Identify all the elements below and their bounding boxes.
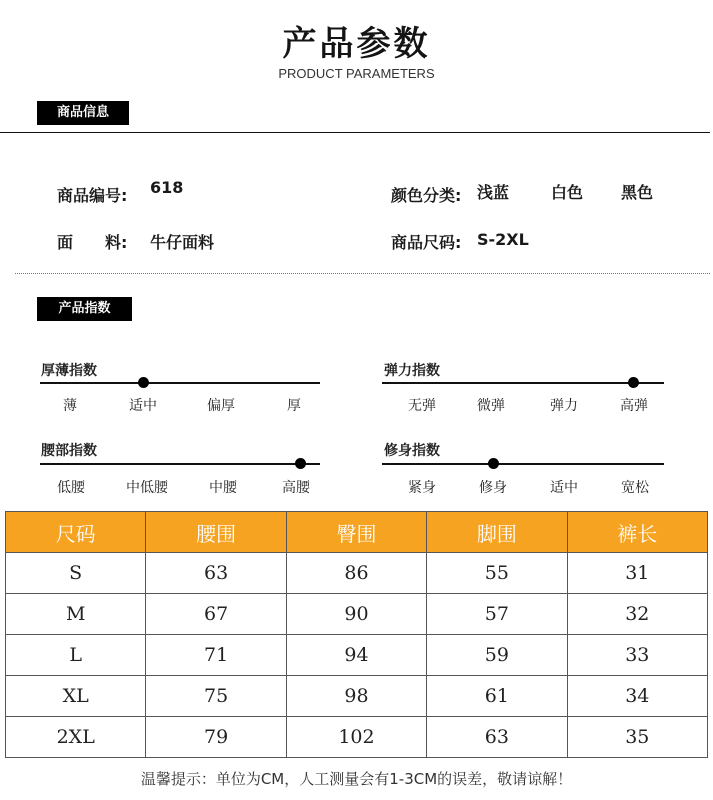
index-bar-elasticity bbox=[382, 382, 664, 384]
index-level-label: 薄 bbox=[63, 398, 77, 414]
table-row bbox=[6, 635, 708, 676]
index-level-label: 中腰 bbox=[209, 480, 237, 496]
size-range-value: S-2XL bbox=[477, 230, 529, 249]
color-option-black: 黑色 bbox=[621, 183, 654, 202]
color-label: 颜色分类: bbox=[391, 186, 462, 205]
index-level-label: 紧身 bbox=[408, 480, 436, 496]
table-cell: L bbox=[6, 635, 146, 676]
table-cell: 34 bbox=[567, 676, 707, 717]
table-header-waist: 腰围 bbox=[146, 512, 286, 553]
table-cell: 61 bbox=[427, 676, 567, 717]
section-tab-product-info: 商品信息 bbox=[37, 101, 129, 125]
fabric-label: 面 料: bbox=[57, 233, 128, 252]
table-cell: 59 bbox=[427, 635, 567, 676]
table-cell: 31 bbox=[567, 553, 707, 594]
table-cell: 2XL bbox=[6, 717, 146, 758]
table-header-hip: 臀围 bbox=[286, 512, 426, 553]
index-marker-fit bbox=[488, 458, 499, 469]
index-level-label: 适中 bbox=[550, 480, 578, 496]
size-range-label: 商品尺码: bbox=[391, 233, 462, 252]
table-cell: S bbox=[6, 553, 146, 594]
page-subtitle: PRODUCT PARAMETERS bbox=[278, 66, 435, 81]
table-header-hem: 脚围 bbox=[427, 512, 567, 553]
table-header-row bbox=[6, 512, 708, 553]
size-table bbox=[5, 511, 708, 758]
index-level-label: 无弹 bbox=[408, 398, 436, 414]
table-row bbox=[6, 676, 708, 717]
index-level-label: 厚 bbox=[287, 398, 301, 414]
index-title-elasticity: 弹力指数 bbox=[384, 363, 440, 379]
table-row bbox=[6, 594, 708, 635]
table-header-size: 尺码 bbox=[6, 512, 146, 553]
page-title: 产品参数 bbox=[282, 24, 431, 64]
index-title-waist: 腰部指数 bbox=[41, 443, 97, 459]
table-header-length: 裤长 bbox=[567, 512, 707, 553]
index-marker-thickness bbox=[138, 377, 149, 388]
table-cell: 98 bbox=[286, 676, 426, 717]
table-cell: 33 bbox=[567, 635, 707, 676]
product-number-label: 商品编号: bbox=[57, 186, 128, 205]
index-level-label: 中低腰 bbox=[126, 480, 168, 496]
index-level-label: 适中 bbox=[129, 398, 157, 414]
table-cell: M bbox=[6, 594, 146, 635]
table-cell: 63 bbox=[427, 717, 567, 758]
index-level-label: 低腰 bbox=[57, 480, 85, 496]
measurement-note: 温馨提示：单位为CM，人工测量会有1-3CM的误差，敬请谅解！ bbox=[140, 770, 573, 788]
color-option-white: 白色 bbox=[551, 183, 584, 202]
table-row bbox=[6, 553, 708, 594]
index-level-label: 高弹 bbox=[620, 398, 648, 414]
index-level-label: 修身 bbox=[479, 480, 507, 496]
index-bar-fit bbox=[382, 463, 664, 465]
index-marker-elasticity bbox=[628, 377, 639, 388]
index-marker-waist bbox=[295, 458, 306, 469]
table-cell: 94 bbox=[286, 635, 426, 676]
table-cell: 55 bbox=[427, 553, 567, 594]
dotted-divider bbox=[15, 273, 710, 274]
table-cell: 32 bbox=[567, 594, 707, 635]
color-option-light-blue: 浅蓝 bbox=[477, 183, 510, 202]
table-cell: 67 bbox=[146, 594, 286, 635]
index-level-label: 宽松 bbox=[621, 480, 649, 496]
table-cell: 63 bbox=[146, 553, 286, 594]
table-cell: 75 bbox=[146, 676, 286, 717]
index-level-label: 微弹 bbox=[477, 398, 505, 414]
table-cell: 90 bbox=[286, 594, 426, 635]
index-bar-waist bbox=[40, 463, 320, 465]
section-tab-product-indices: 产品指数 bbox=[37, 297, 132, 321]
table-cell: 86 bbox=[286, 553, 426, 594]
table-row bbox=[6, 717, 708, 758]
table-cell: 71 bbox=[146, 635, 286, 676]
product-number-value: 618 bbox=[150, 178, 184, 197]
section-divider bbox=[0, 132, 710, 133]
index-bar-thickness bbox=[40, 382, 320, 384]
table-cell: 35 bbox=[567, 717, 707, 758]
fabric-value: 牛仔面料 bbox=[150, 233, 215, 252]
index-title-fit: 修身指数 bbox=[384, 443, 440, 459]
table-cell: 57 bbox=[427, 594, 567, 635]
table-cell: XL bbox=[6, 676, 146, 717]
index-title-thickness: 厚薄指数 bbox=[41, 363, 97, 379]
index-level-label: 高腰 bbox=[282, 480, 310, 496]
table-cell: 79 bbox=[146, 717, 286, 758]
table-cell: 102 bbox=[286, 717, 426, 758]
index-level-label: 偏厚 bbox=[207, 398, 235, 414]
index-level-label: 弹力 bbox=[550, 398, 578, 414]
